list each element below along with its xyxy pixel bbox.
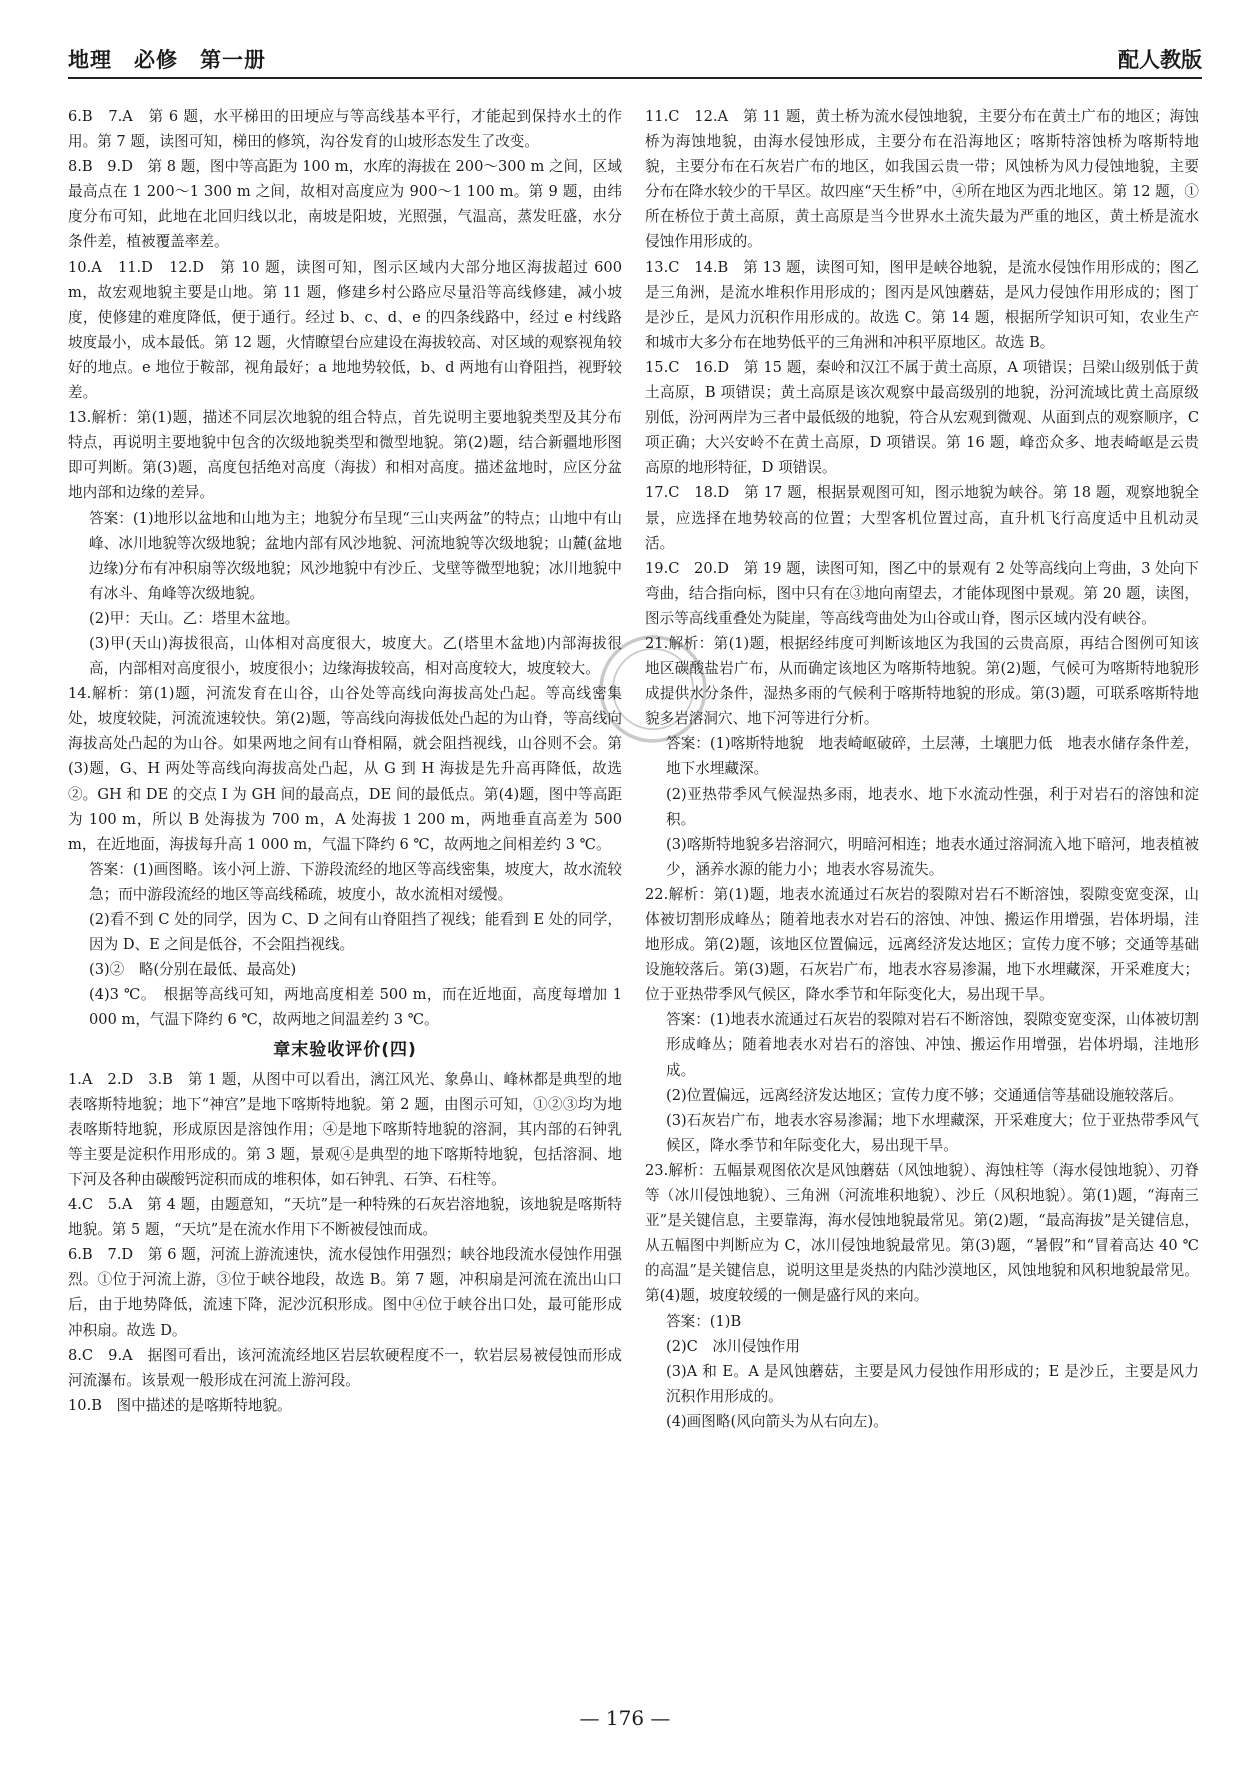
book-title: 地理 必修 第一册 (68, 48, 266, 72)
answer-item: 23.解析：五幅景观图依次是风蚀蘑菇（风蚀地貌）、海蚀柱等（海水侵蚀地貌）、刃脊等（冰川侵蚀地貌）、三角洲（河流堆积地貌）、沙丘（风积地貌）。第(1)题，“海南三亚”是关键信息，主要靠海，海水侵蚀地貌最常见。第(2)题，“最高海拔”是关键信息，从五幅图中判断应为 C，冰川侵蚀地貌最常见。第(3)题，“暑假”和“冒着高达 40 ℃的高温”是关键信息，说明这里是炎热的内陆沙漠地区，风蚀地貌和风积地貌最常见。第(4)题，坡度较缓的一侧是盛行风的来向。 (645, 1161, 1199, 1305)
answer-item: 15.C 16.D 第 15 题，秦岭和汉江不属于黄土高原，A 项错误；吕梁山级别低于黄土高原，B 项错误；黄土高原是该次观察中最高级别的地貌，汾河流域比黄土高原级别低，汾河两岸为三者中最低级的地貌，符合从宏观到微观、从面到点的观察顺序，C 项正确；大兴安岭不在黄土高原，D 项错误。第 16 题，峰峦众多、地表崎岖是云贵高原的地形特征，D 项错误。 (645, 358, 1199, 477)
answer-item: 10.A 11.D 12.D 第 10 题，读图可知，图示区域内大部分地区海拔超过 600 m，故宏观地貌主要是山地。第 11 题，修建乡村公路应尽量沿等高线修建，减小坡度，使修建的难度降低，便于通行。经过 b、c、d、e 的四条线路中，经过 e 村线路坡度最小，成本最低。第 12 题，火情瞭望台应建设在海拔较高、对区域的观察视角较好的地点。e 地位于鞍部，视角最好；a 地地势较低，b、d 两地有山脊阻挡，视野较差。 (68, 258, 622, 402)
answer-item: (4)3 ℃。 根据等高线可知，两地高度相差 500 m，而在近地面，高度每增加 1 000 m，气温下降约 6 ℃，故两地之间温差约 3 ℃。 (89, 986, 622, 1029)
answer-item: 19.C 20.D 第 19 题，读图可知，图乙中的景观有 2 处等高线向上弯曲，3 处向下弯曲，结合指向标，图中只有在③地向南望去，才能体现图中景观。第 20 题，读图，图示等高线重叠处为陡崖，等高线弯曲处为山谷或山脊，图示区域内没有峡谷。 (645, 559, 1199, 627)
answer-item: (2)甲：天山。乙：塔里木盆地。 (89, 609, 300, 627)
answer-item: (2)位置偏远，远离经济发达地区；宣传力度不够；交通通信等基础设施较落后。 (666, 1086, 1183, 1104)
answer-item: (4)画图略(风向箭头为从右向左)。 (666, 1412, 888, 1430)
header-rule (68, 77, 1202, 79)
answer-item: 11.C 12.A 第 11 题，黄土桥为流水侵蚀地貌，主要分布在黄土广布的地区；海蚀桥为海蚀地貌，由海水侵蚀形成，主要分布在沿海地区；喀斯特溶蚀桥为喀斯特地貌，主要分布在石灰岩广布的地区，如我国云贵一带；风蚀桥为风力侵蚀地貌，主要分布在降水较少的干旱区。故四座“天生桥”中，④所在地区为西北地区。第 12 题，①所在桥位于黄土高原，黄土高原是当今世界水土流失最为严重的地区，黄土桥是流水侵蚀作用形成的。 (645, 108, 1199, 251)
answer-item: (3)喀斯特地貌多岩溶洞穴，明暗河相连；地表水通过溶洞流入地下暗河，地表植被少，涵养水源的能力小；地表水容易流失。 (666, 835, 1199, 878)
answer-item: 22.解析：第(1)题，地表水流通过石灰岩的裂隙对岩石不断溶蚀，裂隙变宽变深，山体被切割形成峰丛；随着地表水对岩石的溶蚀、冲蚀、搬运作用增强，岩体坍塌，洼地形成。第(2)题，该地区位置偏远，远离经济发达地区；宣传力度不够；交通等基础设施较落后。第(3)题，石灰岩广布，地表水容易渗漏，地下水埋藏深，开采难度大；位于亚热带季风气候区，降水季节和年际变化大，易出现干旱。 (645, 885, 1199, 1004)
left-column (68, 104, 622, 1418)
answer-item: 答案：(1)地形以盆地和山地为主；地貌分布呈现“三山夹两盆”的特点；山地中有山峰、冰川地貌等次级地貌；盆地内部有风沙地貌、河流地貌等次级地貌；山麓(盆地边缘)分布有冲积扇等次级地貌；风沙地貌中有沙丘、戈壁等微型地貌；冰川地貌中有冰斗、角峰等次级地貌。 (89, 509, 622, 602)
answer-item: 10.B 图中描述的是喀斯特地貌。 (68, 1396, 292, 1414)
answer-item: 6.B 7.A 第 6 题，水平梯田的田埂应与等高线基本平行，才能起到保持水土的作用。第 7 题，读图可知，梯田的修筑，沟谷发育的山坡形态发生了改变。 (68, 108, 622, 151)
answer-item: 21.解析：第(1)题，根据经纬度可判断该地区为我国的云贵高原，再结合图例可知该地区碳酸盐岩广布，从而确定该地区为喀斯特地貌。第(2)题，气候可为喀斯特地貌形成提供水分条件，湿热多雨的气候利于喀斯特地貌的形成。第(3)题，可联系喀斯特地貌多岩溶洞穴、地下河等进行分析。 (645, 634, 1199, 728)
edition-label: 配人教版 (1118, 48, 1202, 72)
answer-item: 14.解析：第(1)题，河流发育在山谷，山谷处等高线向海拔高处凸起。等高线密集处，坡度较陡，河流流速较快。第(2)题，等高线向海拔低处凸起的为山脊，等高线向海拔高处凸起的为山谷。如果两地之间有山脊相隔，就会阻挡视线，山谷则不会。第(3)题，G、H 两处等高线向海拔高处凸起，从 G 到 H 海拔是先升高再降低，故选②。GH 和 DE 的交点 I 为 GH 间的最高点，DE 间的最低点。第(4)题，图中等高距为 100 m，所以 B 处海拔为 700 m，A 处海拔 1 200 m，两地垂直高差为 500 m，在近地面，海拔每升高 1 000 m，气温下降约 6 ℃，故两地之间相差约 3 ℃。 (68, 685, 622, 853)
answer-item: (3)甲(天山)海拔很高，山体相对高度很大，坡度大。乙(塔里木盆地)内部海拔很高，内部相对高度很小，坡度很小；边缘海拔较高，相对高度较大，坡度较大。 (89, 634, 622, 678)
answer-item: 答案：(1)画图略。该小河上游、下游段流经的地区等高线密集，坡度大，故水流较急；而中游段流经的地区等高线稀疏，坡度小，故水流相对缓慢。 (89, 860, 622, 903)
page-header (68, 44, 1202, 80)
right-column (645, 104, 1199, 1434)
answer-item: (3)② 略(分别在最低、最高处) (89, 961, 297, 979)
answer-item: 答案：(1)地表水流通过石灰岩的裂隙对岩石不断溶蚀，裂隙变宽变深，山体被切割形成峰丛；随着地表水对岩石的溶蚀、冲蚀、搬运作用增强，岩体坍塌，洼地形成。 (666, 1011, 1199, 1079)
answer-item: (2)C 冰川侵蚀作用 (666, 1337, 800, 1355)
page-number: — 176 — (579, 1706, 671, 1730)
answer-item: 4.C 5.A 第 4 题，由题意知，“天坑”是一种特殊的石灰岩溶地貌，该地貌是喀斯特地貌。第 5 题，“天坑”是在流水作用下不断被侵蚀而成。 (68, 1196, 622, 1239)
answer-item: 13.解析：第(1)题，描述不同层次地貌的组合特点，首先说明主要地貌类型及其分布特点，再说明主要地貌中包含的次级地貌类型和微型地貌。第(2)题，结合新疆地形图即可判断。第(3)题，高度包括绝对高度（海拔）和相对高度。描述盆地时，应区分盆地内部和边缘的差异。 (68, 409, 622, 502)
answer-item: 1.A 2.D 3.B 第 1 题，从图中可以看出，漓江风光、象鼻山、峰林都是典型的地表喀斯特地貌；地下“神宫”是地下喀斯特地貌。第 2 题，由图示可知，①②③均为地表喀斯特地貌，形成原因是溶蚀作用；④是地下喀斯特地貌的溶洞，其内部的石钟乳等主要是淀积作用形成的。第 3 题，景观④是典型的地下喀斯特地貌，包括溶洞、地下河及各种由碳酸钙淀积而成的堆积体，如石钟乳、石笋、石柱等。 (68, 1070, 622, 1188)
watermark-stamp-icon (594, 630, 712, 748)
answer-item: 8.C 9.A 据图可看出，该河流流经地区岩层软硬程度不一，软岩层易被侵蚀而形成河流瀑布。该景观一般形成在河流上游河段。 (68, 1346, 622, 1389)
answer-item: 6.B 7.D 第 6 题，河流上游流速快，流水侵蚀作用强烈；峡谷地段流水侵蚀作用强烈。①位于河流上游，③位于峡谷地段，故选 B。第 7 题，冲积扇是河流在流出山口后，由于地势降低，流速下降，泥沙沉积形成。图中④位于峡谷出口处，最可能形成冲积扇。故选 D。 (68, 1246, 622, 1339)
answer-item: 答案：(1)B (666, 1312, 742, 1330)
answer-item: (3)A 和 E。A 是风蚀蘑菇，主要是风力侵蚀作用形成的；E 是沙丘，主要是风力沉积作用形成的。 (666, 1362, 1199, 1405)
answer-item: 17.C 18.D 第 17 题，根据景观图可知，图示地貌为峡谷。第 18 题，观察地貌全景，应选择在地势较高的位置；大型客机位置过高，直升机飞行高度适中且机动灵活。 (645, 484, 1199, 552)
section-title: 章末验收评价(四) (273, 1040, 417, 1061)
answer-item: (2)看不到 C 处的同学，因为 C、D 之间有山脊阻挡了视线；能看到 E 处的同学，因为 D、E 之间是低谷，不会阻挡视线。 (89, 911, 622, 954)
answer-item: 答案：(1)喀斯特地貌 地表崎岖破碎，土层薄，土壤肥力低 地表水储存条件差，地下水埋藏深。 (666, 735, 1199, 778)
answer-item: 13.C 14.B 第 13 题，读图可知，图甲是峡谷地貌，是流水侵蚀作用形成的；图乙是三角洲，是流水堆积作用形成的；图丙是风蚀蘑菇，是风力侵蚀作用形成的；图丁是沙丘，是风力沉积作用形成的。故选 C。第 14 题，根据所学知识可知，农业生产和城市大多分布在地势低平的三角洲和冲积平原地区。故选 B。 (645, 258, 1199, 351)
answer-item: 8.B 9.D 第 8 题，图中等高距为 100 m，水库的海拔在 200～300 m 之间，区域最高点在 1 200～1 300 m 之间，故相对高度应为 900～1 100 m。第 9 题，由纬度分布可知，此地在北回归线以北，南坡是阳坡，光照强，气温高，蒸发旺盛，水分条件差，植被覆盖率差。 (68, 158, 622, 251)
answer-item: (2)亚热带季风气候湿热多雨，地表水、地下水流动性强，利于对岩石的溶蚀和淀积。 (666, 785, 1199, 828)
answer-item: (3)石灰岩广布，地表水容易渗漏；地下水埋藏深，开采难度大；位于亚热带季风气候区，降水季节和年际变化大，易出现干旱。 (666, 1111, 1199, 1154)
